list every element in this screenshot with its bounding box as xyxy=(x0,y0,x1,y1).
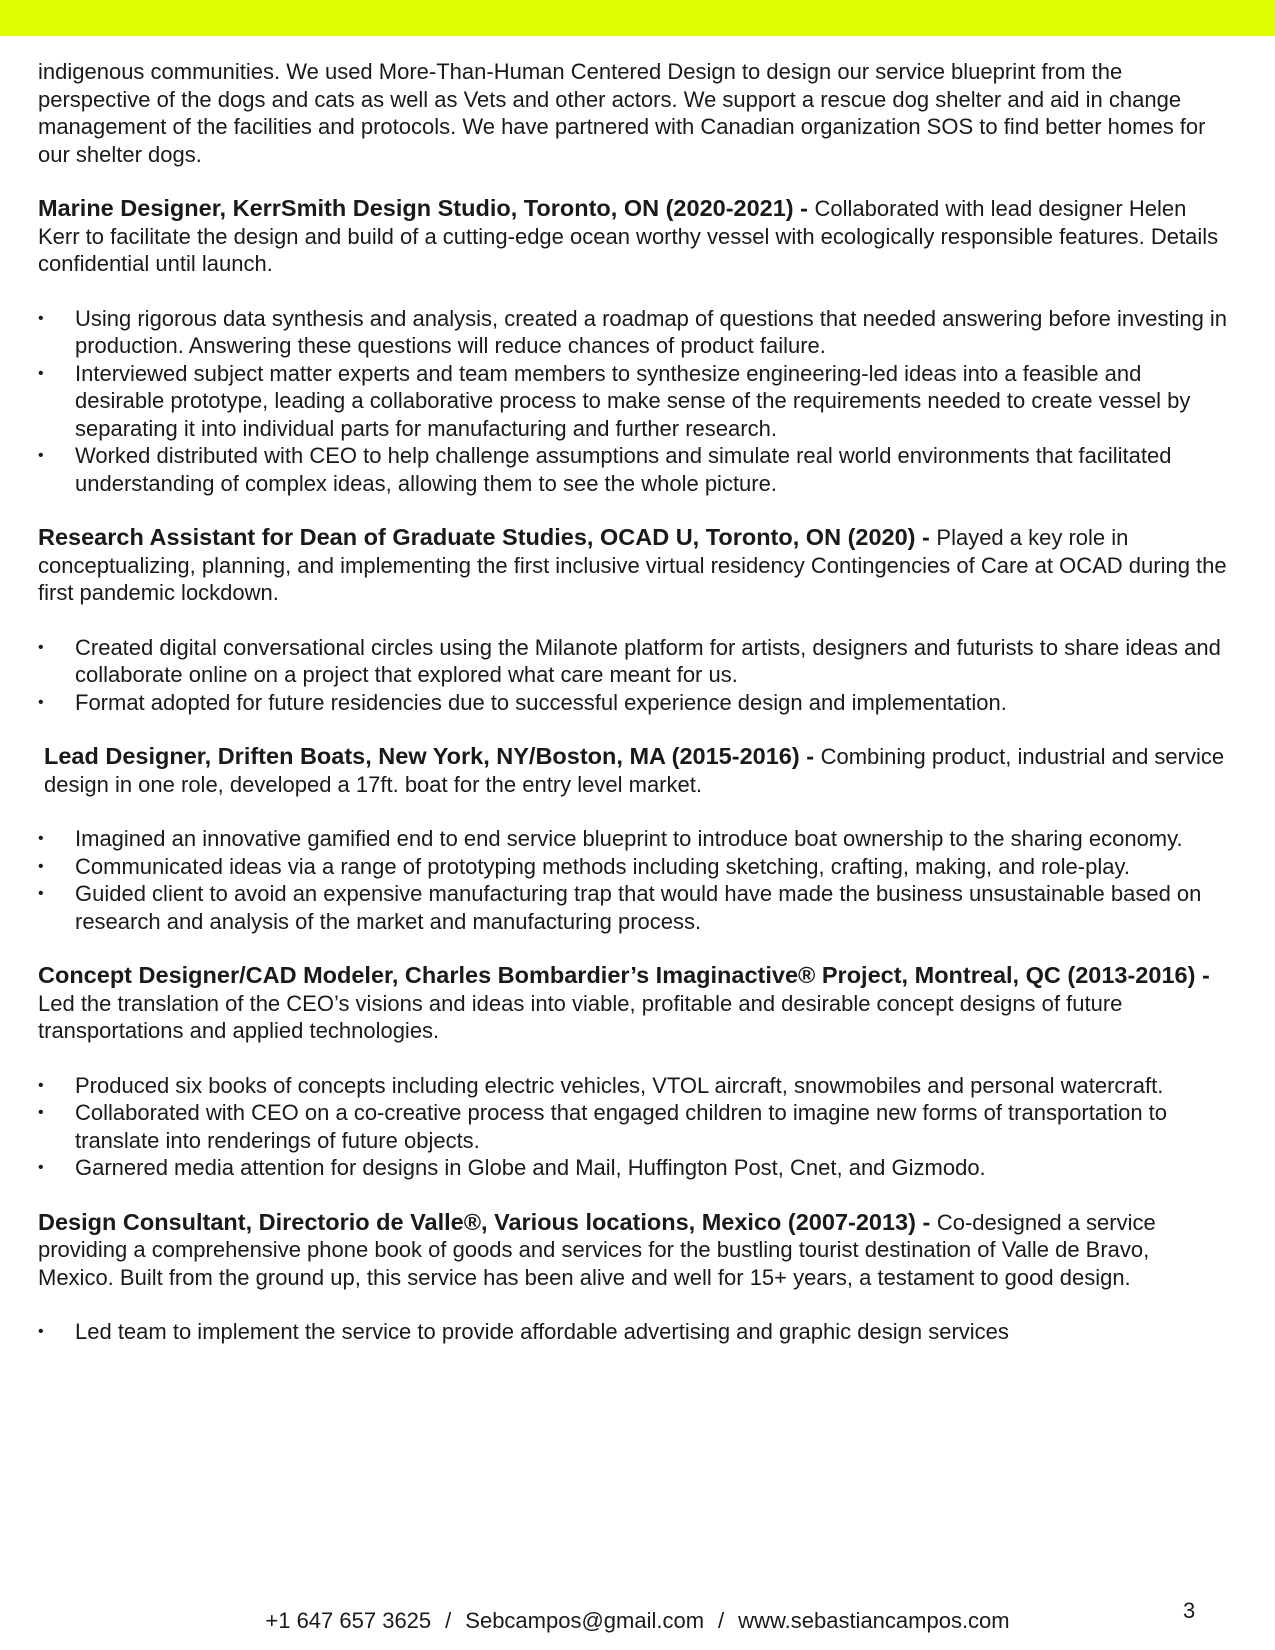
bullet-dot: • xyxy=(38,447,44,464)
bullet-dot: • xyxy=(38,1323,44,1340)
bullet-dot: • xyxy=(38,857,44,875)
bullet-dot: • xyxy=(38,364,44,382)
job-bullets xyxy=(38,305,1228,498)
bullet-dot: • xyxy=(38,1159,44,1176)
bullet-item: • Created digital conversational circles using the Milanote platform for artists, designers and futurists to share ideas and collaborate online on a project that explored what care meant for us. xyxy=(38,634,1221,687)
bullet-item: • Led team to implement the service to provide affordable advertising and graphic design services xyxy=(38,1319,1009,1344)
footer-separator: / xyxy=(445,1608,452,1633)
job-bullets xyxy=(38,1072,1228,1182)
bullet-item: • Worked distributed with CEO to help challenge assumptions and simulate real world environments that facilitated understanding of complex ideas, allowing them to see the whole picture. xyxy=(38,443,1172,496)
job-heading: Concept Designer/CAD Modeler, Charles Bombardier’s Imaginactive® Project, Montreal, QC (2013-2016) - xyxy=(38,962,1210,988)
bullet-item: • Interviewed subject matter experts and team members to synthesize engineering-led ideas into a feasible and desirable prototype, leading a collaborative process to make sense of the requirements needed to create vessel by separating it into individual parts for manufacturing and further research. xyxy=(38,360,1191,441)
job-heading: Design Consultant, Directorio de Valle®, Various locations, Mexico (2007-2013) - xyxy=(38,1208,937,1235)
bullet-dot: • xyxy=(38,1104,44,1121)
phone-number[interactable]: +1 647 657 3625 xyxy=(265,1608,432,1633)
bullet-item: • Collaborated with CEO on a co-creative process that engaged children to imagine new forms of transportation to translate into renderings of future objects. xyxy=(38,1100,1168,1153)
job-section-concept-designer xyxy=(38,962,1228,1182)
bullet-item: • Communicated ideas via a range of prototyping methods including sketching, crafting, making, and role-play. xyxy=(38,853,1130,879)
job-bullets xyxy=(38,634,1228,717)
footer-contact xyxy=(0,1608,1275,1634)
job-section-research-assistant xyxy=(38,524,1228,716)
footer-separator: / xyxy=(718,1608,725,1633)
resume-content xyxy=(38,58,1228,1373)
job-section-design-consultant xyxy=(38,1209,1228,1346)
bullet-dot: • xyxy=(38,309,44,327)
job-summary: Collaborated with lead designer Helen Kerr to facilitate the design and build of a cutting-edge ocean worthy vessel with ecologically responsible features. Details confidential until launch. xyxy=(38,196,1219,276)
bullet-item: • Imagined an innovative gamified end to end service blueprint to introduce boat ownership to the sharing economy. xyxy=(38,826,1183,851)
bullet-dot: • xyxy=(38,693,44,711)
job-heading: Research Assistant for Dean of Graduate Studies, OCAD U, Toronto, ON (2020) - xyxy=(38,524,937,550)
bullet-dot: • xyxy=(38,638,44,656)
bullet-item: • Produced six books of concepts including electric vehicles, VTOL aircraft, snowmobiles and personal watercraft. xyxy=(38,1072,1164,1098)
job-summary: Led the translation of the CEO’s visions and ideas into viable, profitable and desirable concept designs of future transportations and applied technologies. xyxy=(38,990,1123,1043)
job-heading: Lead Designer, Driften Boats, New York, NY/Boston, MA (2015-2016) - xyxy=(44,743,821,769)
bullet-dot: • xyxy=(38,830,44,847)
bullet-item: • Garnered media attention for designs in Globe and Mail, Huffington Post, Cnet, and Gizmodo. xyxy=(38,1155,986,1180)
bullet-dot: • xyxy=(38,885,44,902)
job-summary: Combining product, industrial and service design in one role, developed a 17ft. boat for the entry level market. xyxy=(44,744,1225,797)
job-bullets xyxy=(38,825,1228,935)
email-link[interactable]: Sebcampos@gmail.com xyxy=(465,1608,705,1633)
job-heading: Marine Designer, KerrSmith Design Studio, Toronto, ON (2020-2021) - xyxy=(38,195,815,221)
accent-band xyxy=(0,0,1275,36)
bullet-dot: • xyxy=(38,1076,44,1094)
website-link[interactable]: www.sebastiancampos.com xyxy=(738,1608,1010,1633)
bullet-item: • Format adopted for future residencies due to successful experience design and implementation. xyxy=(38,689,1007,715)
intro-paragraph: indigenous communities. We used More-Than-Human Centered Design to design our service blueprint from the perspective of the dogs and cats as well as Vets and other actors. We support a rescue dog shelter and aid in change management of the facilities and protocols. We have partnered with Canadian organization SOS to find better homes for our shelter dogs. xyxy=(38,59,1206,167)
page-number: 3 xyxy=(1183,1598,1196,1623)
job-summary: Co-designed a service providing a comprehensive phone book of goods and services for the bustling tourist destination of Valle de Bravo, Mexico. Built from the ground up, this service has been alive and well for 15+ years, a testament to good design. xyxy=(38,1209,1156,1290)
job-summary: Played a key role in conceptualizing, planning, and implementing the first inclusive virtual residency Contingencies of Care at OCAD during the first pandemic lockdown. xyxy=(38,525,1227,605)
bullet-item: • Guided client to avoid an expensive manufacturing trap that would have made the business unsustainable based on research and analysis of the market and manufacturing process. xyxy=(38,881,1202,934)
bullet-item: • Using rigorous data synthesis and analysis, created a roadmap of questions that needed answering before investing in production. Answering these questions will reduce chances of product failure. xyxy=(38,305,1228,358)
job-bullets xyxy=(38,1318,1228,1346)
job-section-lead-designer xyxy=(38,743,1228,935)
job-section-marine-designer xyxy=(38,195,1228,497)
